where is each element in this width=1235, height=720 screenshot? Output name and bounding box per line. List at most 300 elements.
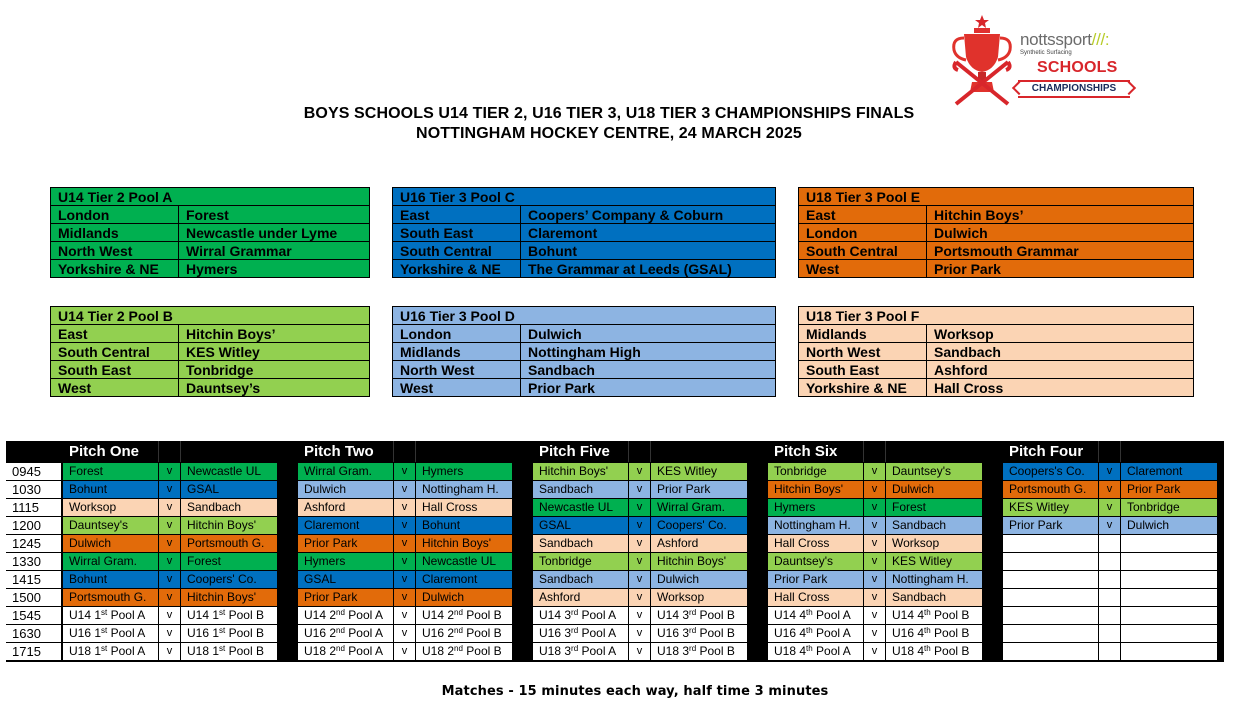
versus-label: v xyxy=(394,642,416,660)
home-team: Prior Park xyxy=(768,570,864,588)
time-slot: 1200 xyxy=(6,516,61,534)
pool-region: Yorkshire & NE xyxy=(799,379,927,397)
match-row xyxy=(298,534,513,552)
home-team: Hitchin Boys' xyxy=(768,480,864,498)
versus-label: v xyxy=(864,534,886,552)
versus-label: v xyxy=(394,516,416,534)
header-divider xyxy=(180,441,181,462)
pool-region: East xyxy=(51,325,179,343)
pool-region: London xyxy=(799,224,927,242)
pool-region: West xyxy=(799,260,927,278)
match-row xyxy=(1003,480,1218,498)
pool-team: Hall Cross xyxy=(927,379,1194,397)
pitch-name: Pitch Four xyxy=(1009,443,1084,460)
pool-team: Prior Park xyxy=(927,260,1194,278)
pitch-name: Pitch One xyxy=(69,443,140,460)
home-team: Tonbridge xyxy=(768,462,864,480)
home-team xyxy=(1003,534,1099,552)
match-row xyxy=(533,624,748,642)
ordinal-suffix: nd xyxy=(336,626,345,635)
pitch-name: Pitch Two xyxy=(304,443,374,460)
time-slot: 1330 xyxy=(6,552,61,570)
pool-region: South Central xyxy=(799,242,927,260)
match-row xyxy=(533,552,748,570)
home-team: Bohunt xyxy=(63,480,159,498)
home-team: Coopers's Co. xyxy=(1003,462,1099,480)
pool-row xyxy=(799,242,1194,260)
home-team xyxy=(1003,588,1099,606)
pool-row xyxy=(799,224,1194,242)
away-team: Hitchin Boys' xyxy=(181,588,278,606)
pool-team: Worksop xyxy=(927,325,1194,343)
pool-table-e xyxy=(798,187,1194,278)
header-divider xyxy=(415,441,416,462)
versus-label: v xyxy=(629,588,651,606)
home-team: U14 1st Pool A xyxy=(63,606,159,624)
match-row xyxy=(768,498,983,516)
versus-label: v xyxy=(629,534,651,552)
pool-title: U14 Tier 2 Pool A xyxy=(51,188,370,206)
ordinal-suffix: rd xyxy=(571,644,579,653)
pool-row xyxy=(51,361,370,379)
time-column xyxy=(6,441,61,660)
pitch-column xyxy=(298,441,513,660)
ordinal-suffix: rd xyxy=(689,608,697,617)
pool-team: Dulwich xyxy=(927,224,1194,242)
title-line-1: BOYS SCHOOLS U14 TIER 2, U16 TIER 3, U18 TIER 3 CHAMPIONSHIPS FINALS xyxy=(303,105,915,122)
home-team: Portsmouth G. xyxy=(1003,480,1099,498)
versus-label: v xyxy=(394,462,416,480)
versus-label: v xyxy=(394,624,416,642)
pool-region: North West xyxy=(393,361,521,379)
pool-table-c xyxy=(392,187,776,278)
pool-team: Portsmouth Grammar xyxy=(927,242,1194,260)
pool-region: Yorkshire & NE xyxy=(51,260,179,278)
versus-label: v xyxy=(394,480,416,498)
ordinal-suffix: rd xyxy=(571,626,579,635)
ordinal-suffix: st xyxy=(101,608,108,617)
versus-label: v xyxy=(864,606,886,624)
away-team: U16 4th Pool B xyxy=(886,624,983,642)
home-team: Dulwich xyxy=(63,534,159,552)
pool-team: Wirral Grammar xyxy=(179,242,370,260)
versus-label: v xyxy=(864,570,886,588)
pool-region: West xyxy=(51,379,179,397)
away-team: Portsmouth G. xyxy=(181,534,278,552)
ordinal-suffix: th xyxy=(806,608,813,617)
pool-region: London xyxy=(393,325,521,343)
versus-label: v xyxy=(394,534,416,552)
pool-row xyxy=(393,206,776,224)
ordinal-suffix: th xyxy=(924,644,931,653)
match-row xyxy=(533,498,748,516)
brand-name: nottssport///: xyxy=(1020,30,1110,49)
pool-row xyxy=(393,361,776,379)
pool-team: KES Witley xyxy=(179,343,370,361)
match-row xyxy=(768,552,983,570)
versus-label: v xyxy=(159,570,181,588)
match-row xyxy=(533,534,748,552)
match-row xyxy=(533,588,748,606)
pool-team: Nottingham High xyxy=(521,343,776,361)
away-team: Coopers' Co. xyxy=(651,516,748,534)
time-slot: 1245 xyxy=(6,534,61,552)
away-team: Ashford xyxy=(651,534,748,552)
versus-label xyxy=(1099,624,1121,642)
time-slot: 1415 xyxy=(6,570,61,588)
home-team: Dauntsey's xyxy=(768,552,864,570)
home-team: Hymers xyxy=(298,552,394,570)
pool-row xyxy=(799,343,1194,361)
ordinal-suffix: nd xyxy=(454,626,463,635)
versus-label: v xyxy=(159,552,181,570)
match-row xyxy=(298,624,513,642)
pool-team: Tonbridge xyxy=(179,361,370,379)
versus-label: v xyxy=(864,516,886,534)
pool-region: South East xyxy=(51,361,179,379)
home-team: Prior Park xyxy=(1003,516,1099,534)
versus-label: v xyxy=(159,462,181,480)
match-row xyxy=(298,480,513,498)
pool-row xyxy=(393,242,776,260)
away-team: Hitchin Boys' xyxy=(181,516,278,534)
match-row xyxy=(298,606,513,624)
versus-label: v xyxy=(1099,480,1121,498)
home-team: Dauntsey's xyxy=(63,516,159,534)
pool-region: Midlands xyxy=(51,224,179,242)
away-team: Coopers' Co. xyxy=(181,570,278,588)
match-row xyxy=(63,588,278,606)
pool-region: Midlands xyxy=(393,343,521,361)
away-team: Newcastle UL xyxy=(416,552,513,570)
versus-label: v xyxy=(629,480,651,498)
ordinal-suffix: th xyxy=(924,626,931,635)
home-team: U18 4th Pool A xyxy=(768,642,864,660)
versus-label: v xyxy=(394,552,416,570)
time-slot: 1115 xyxy=(6,498,61,516)
home-team: Dulwich xyxy=(298,480,394,498)
pitch-column xyxy=(63,441,278,660)
match-row xyxy=(298,642,513,660)
pool-region: Yorkshire & NE xyxy=(393,260,521,278)
away-team: U16 2nd Pool B xyxy=(416,624,513,642)
home-team: Wirral Gram. xyxy=(298,462,394,480)
match-row xyxy=(1003,570,1218,588)
ordinal-suffix: st xyxy=(219,608,226,617)
home-team: U18 3rd Pool A xyxy=(533,642,629,660)
away-team: KES Witley xyxy=(651,462,748,480)
pool-region: East xyxy=(799,206,927,224)
pool-team: Claremont xyxy=(521,224,776,242)
match-row xyxy=(1003,516,1218,534)
pool-table-d xyxy=(392,306,776,397)
match-row xyxy=(1003,642,1218,660)
versus-label: v xyxy=(629,624,651,642)
trophy-icon xyxy=(948,12,1016,107)
versus-label: v xyxy=(1099,462,1121,480)
home-team: Ashford xyxy=(298,498,394,516)
header-divider xyxy=(650,441,651,462)
ordinal-suffix: nd xyxy=(454,644,463,653)
pool-title: U16 Tier 3 Pool C xyxy=(393,188,776,206)
match-row xyxy=(768,570,983,588)
time-slot: 1500 xyxy=(6,588,61,606)
versus-label: v xyxy=(864,624,886,642)
away-team: GSAL xyxy=(181,480,278,498)
pool-row xyxy=(51,206,370,224)
ordinal-suffix: st xyxy=(101,626,108,635)
versus-label: v xyxy=(159,480,181,498)
versus-label: v xyxy=(629,516,651,534)
header-divider xyxy=(158,441,159,462)
home-team xyxy=(1003,642,1099,660)
pitch-name: Pitch Five xyxy=(539,443,610,460)
away-team: U14 4th Pool B xyxy=(886,606,983,624)
away-team xyxy=(1121,606,1218,624)
pool-team: The Grammar at Leeds (GSAL) xyxy=(521,260,776,278)
time-slot: 1630 xyxy=(6,624,61,642)
schools-label: SCHOOLS xyxy=(1037,59,1118,76)
away-team xyxy=(1121,624,1218,642)
ordinal-suffix: nd xyxy=(454,608,463,617)
home-team: Sandbach xyxy=(533,534,629,552)
pool-table-a xyxy=(50,187,370,278)
away-team: Forest xyxy=(181,552,278,570)
away-team: Tonbridge xyxy=(1121,498,1218,516)
home-team: U16 1st Pool A xyxy=(63,624,159,642)
away-team: Sandbach xyxy=(181,498,278,516)
match-row xyxy=(768,480,983,498)
match-row xyxy=(768,516,983,534)
pitch-column xyxy=(1003,441,1218,660)
home-team: U14 4th Pool A xyxy=(768,606,864,624)
match-row xyxy=(63,480,278,498)
home-team: Claremont xyxy=(298,516,394,534)
versus-label: v xyxy=(629,606,651,624)
home-team: Worksop xyxy=(63,498,159,516)
pool-team: Hitchin Boys’ xyxy=(927,206,1194,224)
home-team: U14 3rd Pool A xyxy=(533,606,629,624)
away-team: U18 4th Pool B xyxy=(886,642,983,660)
home-team: U18 2nd Pool A xyxy=(298,642,394,660)
pitch-column xyxy=(768,441,983,660)
match-row xyxy=(1003,588,1218,606)
pitch-header xyxy=(298,441,513,462)
pool-row xyxy=(799,325,1194,343)
home-team: Newcastle UL xyxy=(533,498,629,516)
match-row xyxy=(768,624,983,642)
pitch-header xyxy=(533,441,748,462)
match-row xyxy=(298,462,513,480)
pitch-name: Pitch Six xyxy=(774,443,838,460)
home-team: Nottingham H. xyxy=(768,516,864,534)
pool-team: Prior Park xyxy=(521,379,776,397)
pool-row xyxy=(799,361,1194,379)
pool-row xyxy=(393,325,776,343)
match-row xyxy=(1003,552,1218,570)
pool-team: Ashford xyxy=(927,361,1194,379)
time-slot: 1030 xyxy=(6,480,61,498)
match-row xyxy=(63,642,278,660)
versus-label: v xyxy=(159,642,181,660)
pool-row xyxy=(799,206,1194,224)
away-team: Dulwich xyxy=(416,588,513,606)
versus-label: v xyxy=(864,498,886,516)
match-row xyxy=(1003,462,1218,480)
match-row xyxy=(768,534,983,552)
away-team: Hymers xyxy=(416,462,513,480)
time-slot: 1715 xyxy=(6,642,61,660)
home-team: Prior Park xyxy=(298,588,394,606)
home-team: U16 3rd Pool A xyxy=(533,624,629,642)
versus-label: v xyxy=(159,606,181,624)
versus-label: v xyxy=(864,642,886,660)
versus-label: v xyxy=(394,498,416,516)
ordinal-suffix: nd xyxy=(336,608,345,617)
away-team: Hitchin Boys' xyxy=(416,534,513,552)
versus-label: v xyxy=(629,570,651,588)
pitch-column xyxy=(533,441,748,660)
away-team: Prior Park xyxy=(651,480,748,498)
title-line-2: NOTTINGHAM HOCKEY CENTRE, 24 MARCH 2025 xyxy=(416,125,802,142)
versus-label: v xyxy=(394,588,416,606)
home-team: Sandbach xyxy=(533,570,629,588)
home-team: Hitchin Boys' xyxy=(533,462,629,480)
home-team: U14 2nd Pool A xyxy=(298,606,394,624)
match-row xyxy=(63,606,278,624)
match-row xyxy=(298,498,513,516)
versus-label xyxy=(1099,606,1121,624)
home-team: U16 2nd Pool A xyxy=(298,624,394,642)
away-team xyxy=(1121,534,1218,552)
pool-row xyxy=(799,260,1194,278)
away-team: Nottingham H. xyxy=(886,570,983,588)
brand-tagline: Synthetic Surfacing xyxy=(1020,50,1072,56)
pool-team: Hymers xyxy=(179,260,370,278)
page-title xyxy=(0,104,1218,144)
home-team: Portsmouth G. xyxy=(63,588,159,606)
away-team: Worksop xyxy=(886,534,983,552)
versus-label xyxy=(1099,570,1121,588)
away-team: Dulwich xyxy=(886,480,983,498)
match-row xyxy=(63,624,278,642)
away-team: Claremont xyxy=(416,570,513,588)
match-row xyxy=(533,516,748,534)
match-row xyxy=(298,516,513,534)
away-team: Prior Park xyxy=(1121,480,1218,498)
versus-label: v xyxy=(394,606,416,624)
versus-label: v xyxy=(864,462,886,480)
pool-table-b xyxy=(50,306,370,397)
home-team: Ashford xyxy=(533,588,629,606)
pool-region: West xyxy=(393,379,521,397)
ordinal-suffix: th xyxy=(806,644,813,653)
match-row xyxy=(1003,624,1218,642)
match-row xyxy=(63,552,278,570)
pool-title: U18 Tier 3 Pool E xyxy=(799,188,1194,206)
pool-row xyxy=(51,379,370,397)
pool-region: North West xyxy=(51,242,179,260)
pool-region: South East xyxy=(799,361,927,379)
match-row xyxy=(768,462,983,480)
pool-row xyxy=(51,325,370,343)
away-team: KES Witley xyxy=(886,552,983,570)
ordinal-suffix: rd xyxy=(689,644,697,653)
away-team: Hitchin Boys' xyxy=(651,552,748,570)
pool-region: East xyxy=(393,206,521,224)
away-team: U18 1st Pool B xyxy=(181,642,278,660)
versus-label: v xyxy=(1099,498,1121,516)
versus-label: v xyxy=(629,642,651,660)
pool-row xyxy=(51,260,370,278)
match-rules-note: Matches - 15 minutes each way, half time 3 minutes xyxy=(441,684,829,699)
match-row xyxy=(63,534,278,552)
pool-region: North West xyxy=(799,343,927,361)
away-team: Dauntsey's xyxy=(886,462,983,480)
home-team: U16 4th Pool A xyxy=(768,624,864,642)
pool-team: Sandbach xyxy=(927,343,1194,361)
versus-label: v xyxy=(1099,516,1121,534)
away-team: U14 3rd Pool B xyxy=(651,606,748,624)
pool-table-f xyxy=(798,306,1194,397)
match-schedule xyxy=(6,441,1224,662)
versus-label: v xyxy=(629,462,651,480)
versus-label xyxy=(1099,552,1121,570)
header-divider xyxy=(863,441,864,462)
versus-label xyxy=(1099,588,1121,606)
pool-row xyxy=(51,242,370,260)
home-team: GSAL xyxy=(533,516,629,534)
match-row xyxy=(1003,498,1218,516)
versus-label: v xyxy=(159,498,181,516)
match-row xyxy=(1003,534,1218,552)
match-row xyxy=(533,642,748,660)
time-slot: 0945 xyxy=(6,462,61,480)
home-team: Wirral Gram. xyxy=(63,552,159,570)
pool-row xyxy=(51,224,370,242)
versus-label xyxy=(1099,534,1121,552)
pool-row xyxy=(393,260,776,278)
versus-label: v xyxy=(864,588,886,606)
away-team: U16 1st Pool B xyxy=(181,624,278,642)
ordinal-suffix: nd xyxy=(336,644,345,653)
away-team: Dulwich xyxy=(651,570,748,588)
pool-team: Newcastle under Lyme xyxy=(179,224,370,242)
away-team: Hall Cross xyxy=(416,498,513,516)
header-divider xyxy=(393,441,394,462)
home-team xyxy=(1003,624,1099,642)
away-team xyxy=(1121,570,1218,588)
ordinal-suffix: st xyxy=(219,644,226,653)
match-row xyxy=(533,480,748,498)
ordinal-suffix: th xyxy=(924,608,931,617)
header-divider xyxy=(885,441,886,462)
home-team: KES Witley xyxy=(1003,498,1099,516)
pool-team: Hitchin Boys’ xyxy=(179,325,370,343)
away-team: Worksop xyxy=(651,588,748,606)
versus-label: v xyxy=(864,552,886,570)
match-row xyxy=(63,570,278,588)
versus-label: v xyxy=(159,516,181,534)
pitch-header xyxy=(1003,441,1218,462)
header-divider xyxy=(1098,441,1099,462)
away-team: Newcastle UL xyxy=(181,462,278,480)
championships-logo xyxy=(948,12,1138,107)
home-team: Sandbach xyxy=(533,480,629,498)
ordinal-suffix: rd xyxy=(571,608,579,617)
away-team: U16 3rd Pool B xyxy=(651,624,748,642)
pitch-header xyxy=(63,441,278,462)
